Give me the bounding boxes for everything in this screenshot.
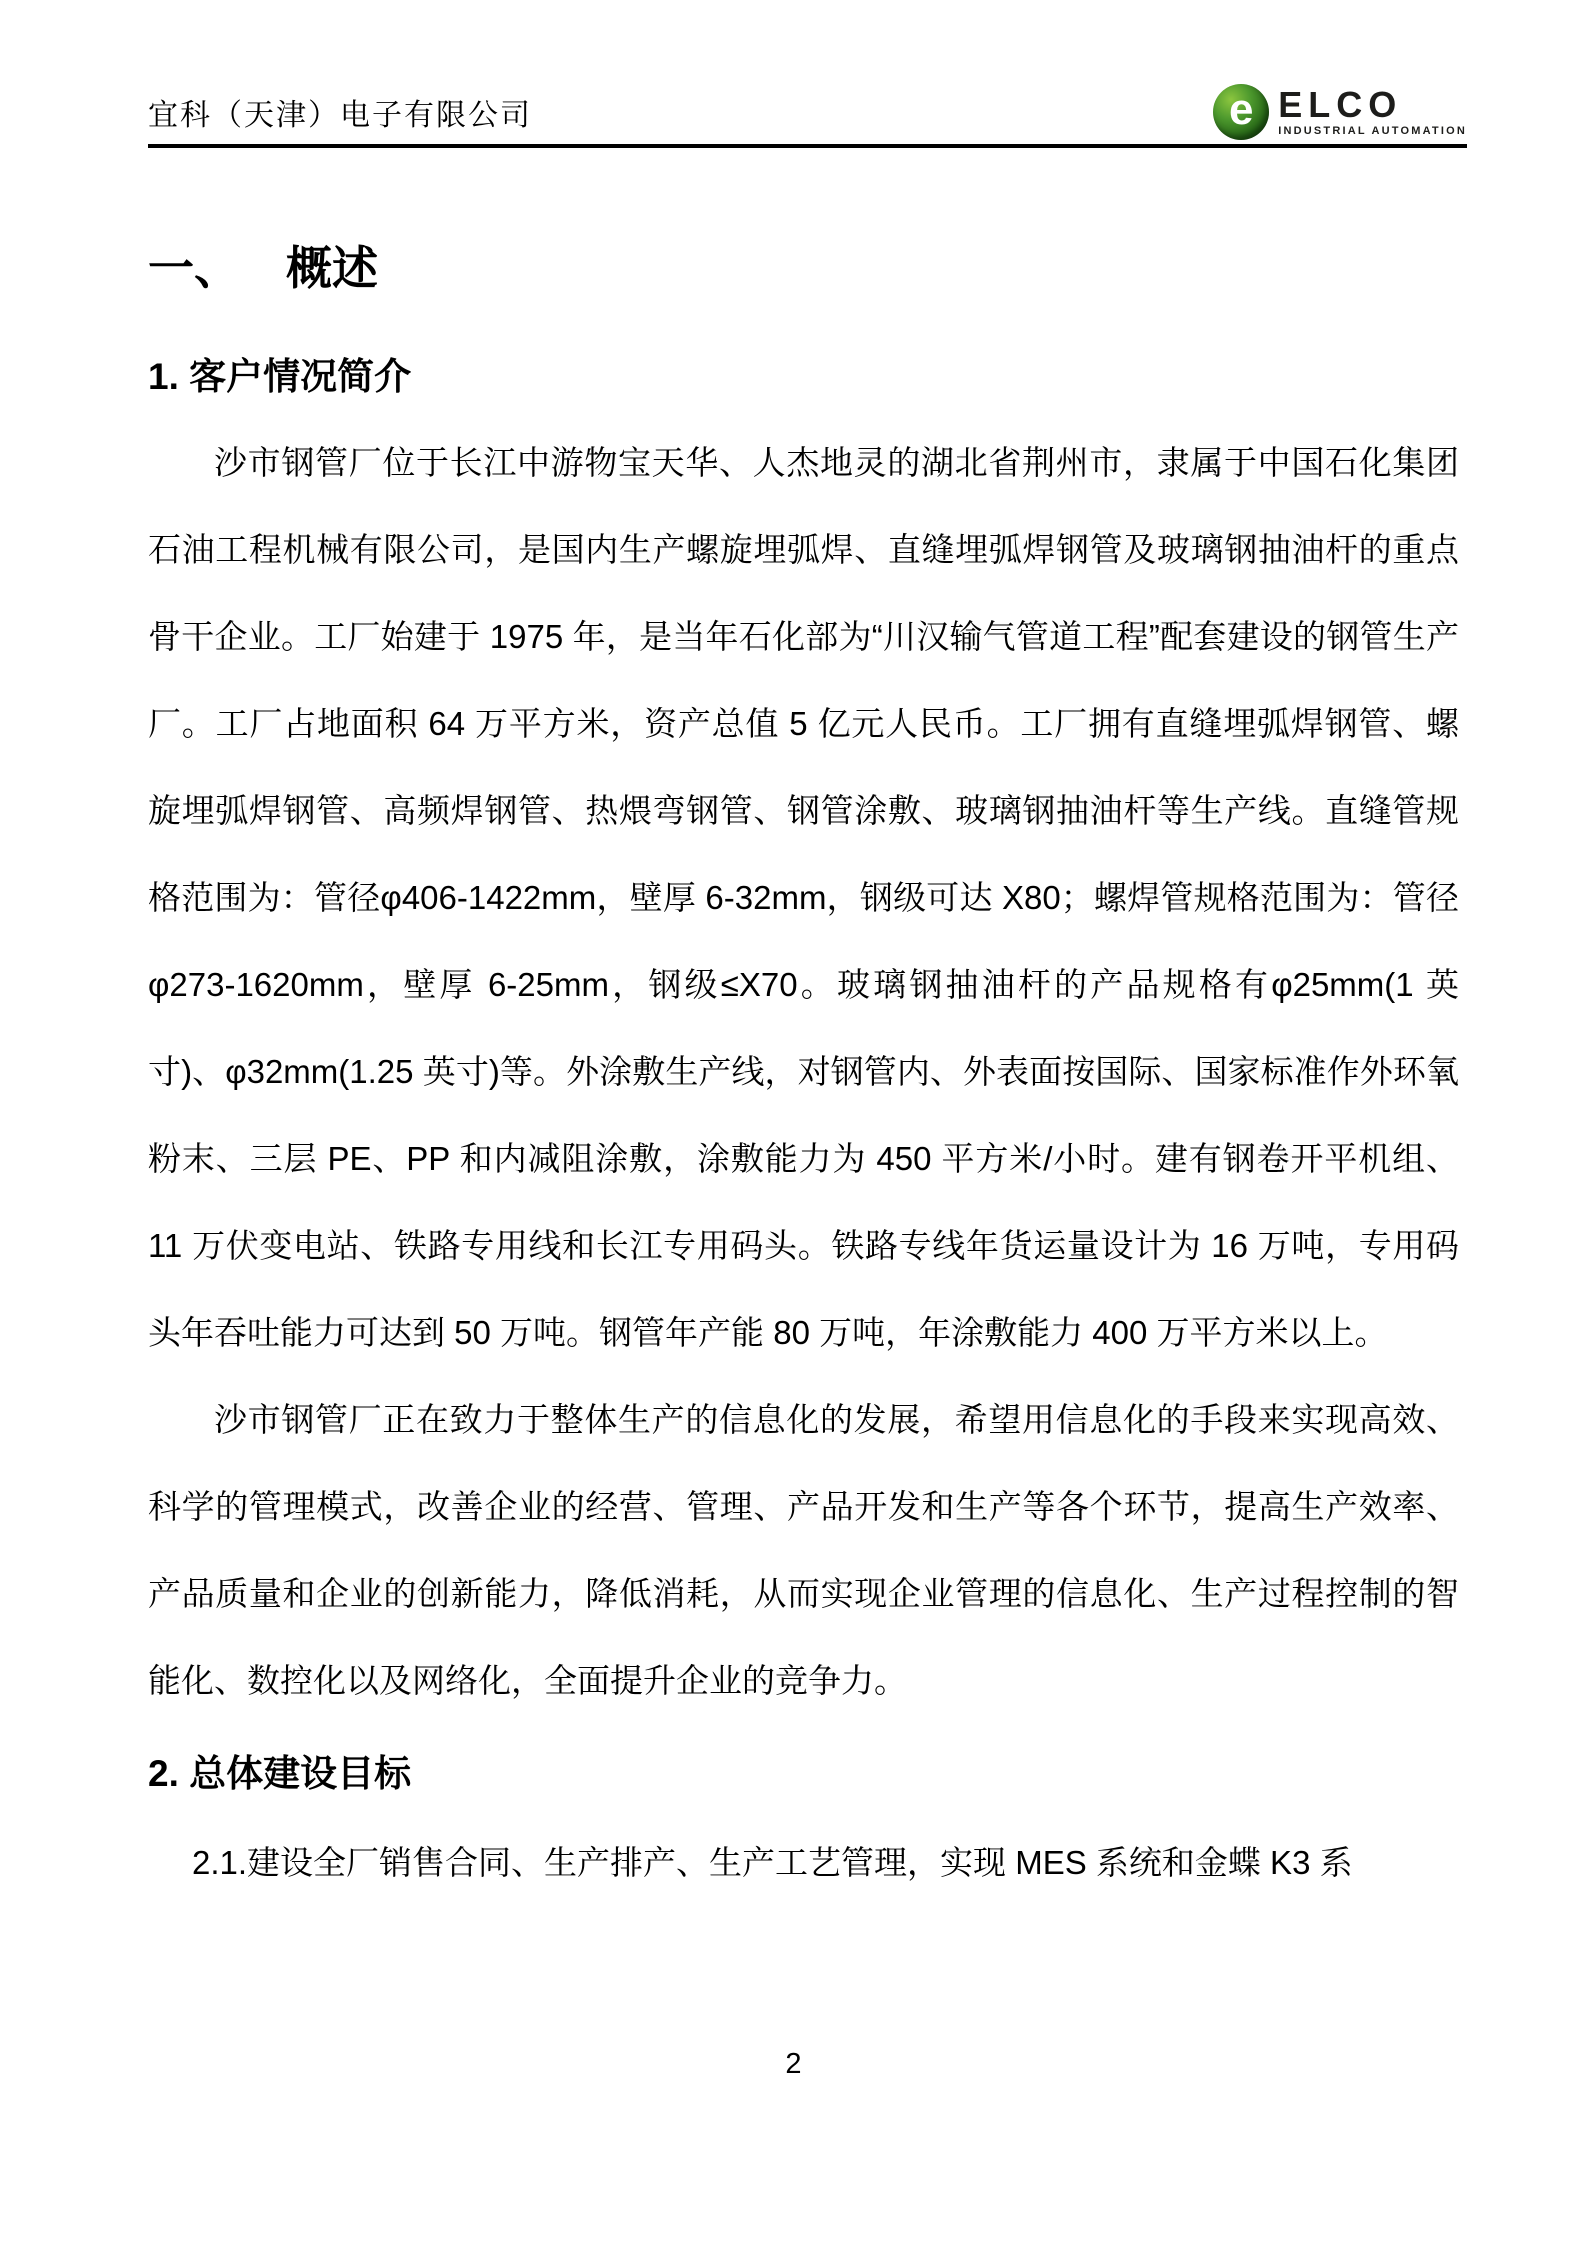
subsection-heading-customer-intro: 1. 客户情况简介 [148,355,412,397]
paragraph-customer-description: 沙市钢管厂位于长江中游物宝天华、人杰地灵的湖北省荆州市，隶属于中国石化集团石油工程机械有限公司，是国内生产螺旋埋弧焊、直缝埋弧焊钢管及玻璃钢抽油杆的重点骨干企业。工厂始建于 1975 年，是当年石化部为“川汉输气管道工程”配套建设的钢管生产厂。工厂占地面积 64 万平方米，资产总值 5 亿元人民币。工厂拥有直缝埋弧焊钢管、螺旋埋弧焊钢管、高频焊钢管、热煨弯钢管、钢管涂敷、玻璃钢抽油杆等生产线。直缝管规格范围为：管径φ406-1422mm，壁厚 6-32mm，钢级可达 X80；螺焊管规格范围为：管径φ273-1620mm，壁厚 6-25mm，钢级≤X70。玻璃钢抽油杆的产品规格有φ25mm(1 英寸)、φ32mm(1.25 英寸)等。外涂敷生产线，对钢管内、外表面按国际、国家标准作外环氧粉末、三层 PE、PP 和内减阻涂敷，涂敷能力为 450 平方米/小时。建有钢卷开平机组、11 万伏变电站、铁路专用线和长江专用码头。铁路专线年货运量设计为 16 万吨，专用码头年吞吐能力可达到 50 万吨。钢管年产能 80 万吨，年涂敷能力 400 万平方米以上。 [148,444,1459,1352]
subsection-heading-construction-goals: 2. 总体建设目标 [148,1753,412,1795]
document-content [148,242,1459,1906]
elco-brand-text: ELCO [1278,84,1403,125]
page-number: 2 [785,2048,802,2080]
section-heading-overview [148,242,1459,295]
elco-icon-letter: e [1228,85,1254,134]
company-name: 宜科（天津）电子有限公司 [148,99,532,132]
paragraph-informatization-goals: 沙市钢管厂正在致力于整体生产的信息化的发展，希望用信息化的手段来实现高效、科学的管理模式，改善企业的经营、管理、产品开发和生产等各个环节，提高生产效率、产品质量和企业的创新能力，降低消耗，从而实现企业管理的信息化、生产过程控制的智能化、数控化以及网络化，全面提升企业的竞争力。 [148,1401,1459,1700]
elco-logo-text [1278,84,1467,137]
paragraph-goal-2-1: 2.1.建设全厂销售合同、生产排产、生产工艺管理，实现 MES 系统和金蝶 K3 系 [192,1843,1353,1881]
page-header [148,0,1467,148]
elco-globe-icon [1213,84,1269,140]
elco-tagline-text: INDUSTRIAL AUTOMATION [1278,125,1467,137]
section-title: 概述 [286,242,378,294]
section-number: 一、 [148,242,240,294]
elco-logo [1213,84,1467,140]
